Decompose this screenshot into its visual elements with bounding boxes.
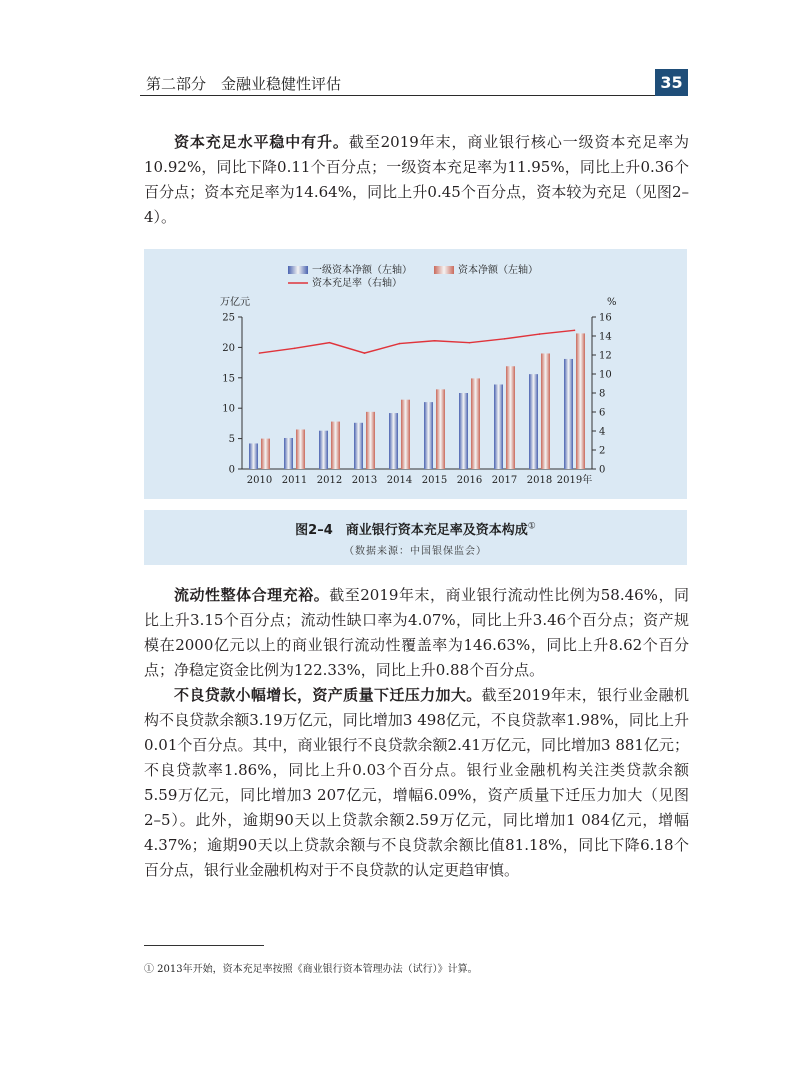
bar-一级资本净额（左轴） — [389, 413, 398, 469]
line-point — [259, 352, 261, 354]
paragraph-lead: 流动性整体合理充裕。 — [174, 586, 330, 604]
paragraph-asset-quality — [144, 683, 689, 883]
y2-tick-label: 10 — [599, 369, 612, 381]
y2-tick-label: 16 — [599, 312, 612, 324]
legend-label: 资本充足率（右轴） — [312, 278, 402, 289]
line-point — [539, 333, 541, 335]
footnote: ① 2013年开始，资本充足率按照《商业银行资本管理办法（试行）》计算。 — [144, 964, 478, 975]
figure-footnote-mark: ① — [527, 521, 536, 532]
bar-一级资本净额（左轴） — [424, 402, 433, 469]
legend-swatch — [288, 266, 308, 274]
y2-axis-label: % — [607, 297, 617, 308]
x-tick-label: 2015 — [421, 475, 448, 486]
x-tick-label: 2013 — [351, 475, 378, 486]
bar-一级资本净额（左轴） — [494, 384, 503, 469]
bar-资本净额（左轴） — [436, 389, 445, 469]
y-tick-label: 10 — [222, 403, 235, 415]
header-divider — [140, 95, 688, 96]
legend-swatch — [434, 266, 454, 274]
x-tick-label: 2016 — [456, 475, 483, 486]
line-point — [434, 340, 436, 342]
bar-一级资本净额（左轴） — [564, 359, 573, 469]
bar-一级资本净额（左轴） — [459, 393, 468, 469]
paragraph-liquidity — [144, 583, 689, 683]
paragraph-body: 截至2019年末，商业银行核心一级资本充足率为10.92%，同比下降0.11个百分点；一级资本充足率为11.95%，同比上升0.36个百分点；资本充足率为14.64%，同比上升0.45个百分点，资本较为充足（见图2–4）。 — [144, 133, 689, 226]
paragraph-body: 截至2019年末，银行业金融机构不良贷款余额3.19万亿元，同比增加3 498亿元，不良贷款率1.98%，同比上升0.01个百分点。其中，商业银行不良贷款余额2.41万亿元，同比增加3 881亿元；不良贷款率1.86%，同比上升0.03个百分点。银行业金融机构关注类贷款余额5.59万亿元，同比增加3 207亿元，增幅6.09%，资产质量下迁压力加大（见图2–5）。此外，逾期90天以上贷款余额2.59万亿元，同比增加1 084亿元，增幅4.37%；逾期90天以上贷款余额与不良贷款余额比值81.18%，同比下降6.18个百分点，银行业金融机构对于不良贷款的认定更趋审慎。 — [144, 686, 689, 879]
paragraph-lead: 资本充足水平稳中有升。 — [174, 133, 349, 151]
bar-资本净额（左轴） — [331, 422, 340, 469]
bar-资本净额（左轴） — [296, 429, 305, 469]
page-number: 35 — [655, 69, 688, 96]
bar-一级资本净额（左轴） — [284, 438, 293, 469]
line-point — [469, 342, 471, 344]
section-title: 第二部分 金融业稳健性评估 — [146, 75, 342, 93]
bar-一级资本净额（左轴） — [354, 423, 363, 469]
chart-legend — [288, 263, 538, 289]
bar-资本净额（左轴） — [576, 333, 585, 469]
legend-label: 资本净额（左轴） — [458, 265, 538, 276]
y2-tick-label: 6 — [599, 407, 606, 419]
bar-资本净额（左轴） — [541, 353, 550, 469]
y2-tick-label: 4 — [599, 426, 606, 438]
line-point — [294, 348, 296, 350]
bar-一级资本净额（左轴） — [249, 443, 258, 469]
line-point — [364, 352, 366, 354]
figure-title — [144, 519, 687, 538]
line-point — [399, 343, 401, 345]
bar-资本净额（左轴） — [366, 412, 375, 469]
bar-资本净额（左轴） — [261, 439, 270, 469]
y2-tick-label: 14 — [599, 331, 612, 343]
capital-chart — [144, 249, 687, 499]
y2-tick-label: 12 — [599, 350, 612, 362]
x-tick-label: 2011 — [281, 475, 308, 486]
y2-tick-label: 8 — [599, 388, 606, 400]
y-tick-label: 5 — [228, 434, 235, 446]
y2-tick-label: 2 — [599, 445, 606, 457]
footnote-divider — [144, 945, 264, 946]
figure-caption — [144, 510, 687, 565]
y2-tick-label: 0 — [599, 464, 606, 476]
y-tick-label: 25 — [222, 312, 235, 324]
x-tick-label: 2018 — [526, 475, 553, 486]
x-tick-label: 2019年 — [556, 475, 593, 486]
figure-chart — [144, 249, 687, 499]
paragraph-lead: 不良贷款小幅增长，资产质量下迁压力加大。 — [174, 686, 482, 704]
y-tick-label: 15 — [222, 373, 235, 385]
y-tick-label: 0 — [228, 464, 235, 476]
x-tick-label: 2017 — [491, 475, 518, 486]
figure-title-text: 图2–4 商业银行资本充足率及资本构成 — [295, 523, 528, 538]
bar-资本净额（左轴） — [401, 400, 410, 469]
paragraph-body: 截至2019年末，商业银行流动性比例为58.46%，同比上升3.15个百分点；流动性缺口率为4.07%，同比上升3.46个百分点；资产规模在2000亿元以上的商业银行流动性覆盖率为146.63%，同比上升8.62个百分点；净稳定资金比例为122.33%，同比上升0.88个百分点。 — [144, 586, 689, 679]
y-tick-label: 20 — [222, 342, 235, 354]
x-tick-label: 2014 — [386, 475, 413, 486]
line-point — [574, 330, 576, 332]
paragraph-capital-adequacy — [144, 130, 689, 230]
line-point — [504, 338, 506, 340]
line-资本充足率（右轴） — [260, 330, 575, 353]
y-axis-label: 万亿元 — [220, 297, 250, 308]
bar-一级资本净额（左轴） — [319, 431, 328, 469]
bar-资本净额（左轴） — [506, 366, 515, 469]
line-point — [329, 342, 331, 344]
bar-一级资本净额（左轴） — [529, 374, 538, 469]
chart-plot — [222, 313, 611, 487]
x-tick-label: 2012 — [316, 475, 343, 486]
x-tick-label: 2010 — [246, 475, 273, 486]
figure-source: （数据来源：中国银保监会） — [344, 546, 487, 557]
legend-label: 一级资本净额（左轴） — [312, 265, 412, 276]
bar-资本净额（左轴） — [471, 378, 480, 469]
